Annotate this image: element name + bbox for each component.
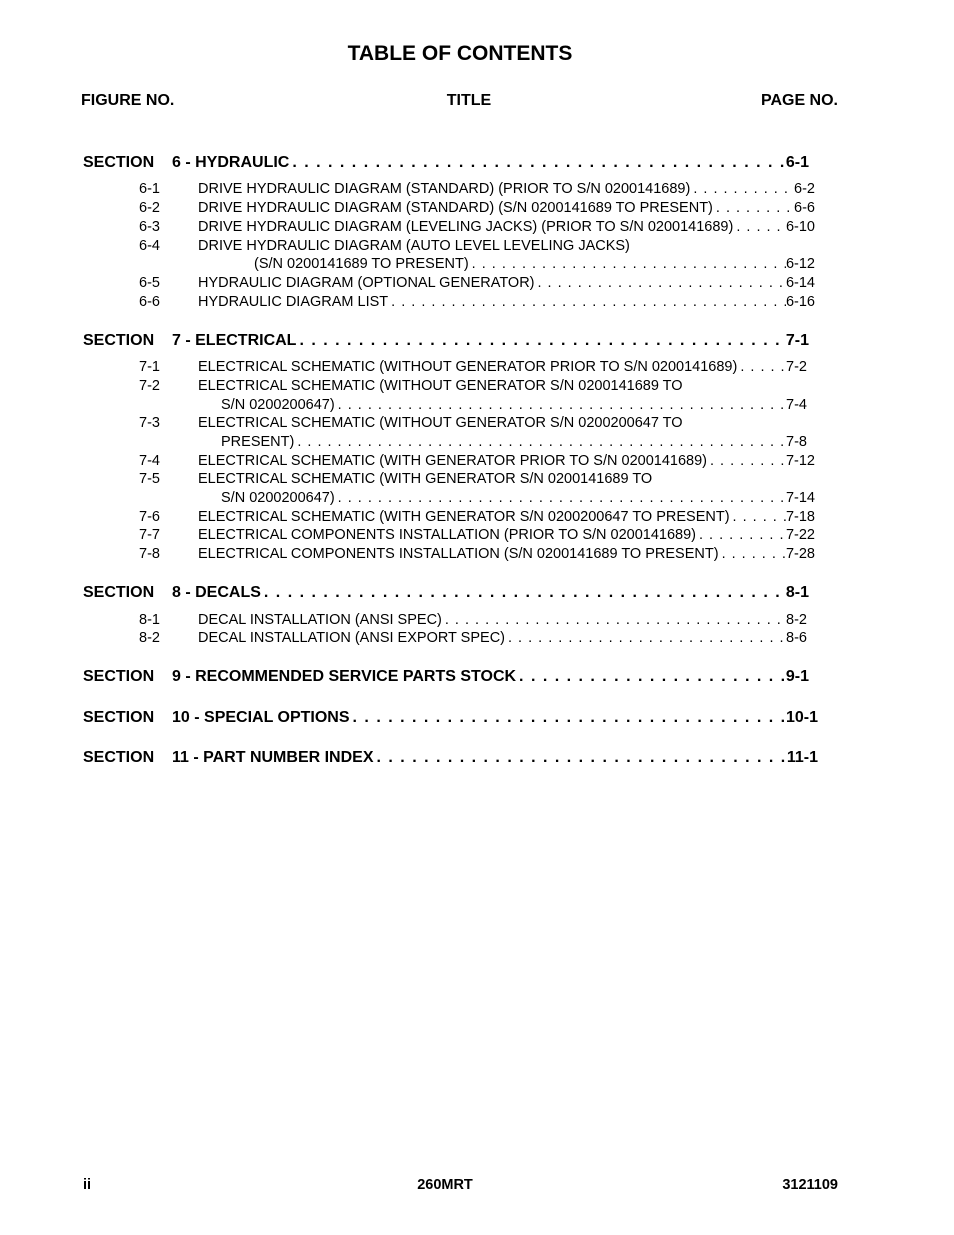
- toc-figure-7-6[interactable]: [139, 506, 815, 525]
- section-prefix: SECTION: [83, 668, 155, 685]
- dot-leader: [516, 668, 786, 686]
- dot-leader: [737, 359, 786, 375]
- figure-title-continued: S/N 0200200647): [221, 490, 335, 506]
- figure-title-continued: PRESENT): [221, 434, 295, 450]
- figure-number: 7-8: [139, 546, 160, 562]
- toc-section-7[interactable]: [83, 328, 809, 350]
- figure-number: 6-4: [139, 238, 160, 254]
- section-title: 8 - DECALS: [172, 584, 261, 601]
- figure-number: 6-3: [139, 219, 160, 235]
- section-title: 11 - PART NUMBER INDEX: [172, 749, 374, 766]
- toc-section-11[interactable]: [83, 745, 818, 767]
- dot-leader: [505, 630, 786, 646]
- toc-figure-7-2[interactable]: [139, 375, 815, 394]
- figure-title: HYDRAULIC DIAGRAM (OPTIONAL GENERATOR): [198, 275, 535, 291]
- figure-title-continued: (S/N 0200141689 TO PRESENT): [254, 256, 469, 272]
- section-page: 7-1: [785, 332, 809, 349]
- figure-page: 6-6: [794, 200, 815, 216]
- figure-number: 7-7: [139, 527, 160, 543]
- toc-figure-7-8[interactable]: [139, 543, 815, 562]
- toc-figure-6-1[interactable]: [139, 178, 815, 197]
- figure-number: 7-4: [139, 453, 160, 469]
- dot-leader: [713, 200, 794, 216]
- toc-figure-7-5[interactable]: [139, 468, 815, 487]
- figure-title: ELECTRICAL SCHEMATIC (WITH GENERATOR S/N 0200200647 TO PRESENT): [198, 509, 730, 525]
- footer-model: 260MRT: [417, 1177, 473, 1193]
- dot-leader: [733, 219, 786, 235]
- dot-leader: [335, 490, 786, 506]
- figure-page: 7-8: [786, 434, 807, 450]
- dot-leader: [294, 434, 786, 450]
- figure-title: DRIVE HYDRAULIC DIAGRAM (STANDARD) (PRIOR TO S/N 0200141689): [198, 181, 691, 197]
- figure-number: 8-2: [139, 630, 160, 646]
- figure-title: DECAL INSTALLATION (ANSI EXPORT SPEC): [198, 630, 505, 646]
- dot-leader: [535, 275, 786, 291]
- section-prefix: SECTION: [83, 332, 155, 349]
- dot-leader: [335, 397, 786, 413]
- toc-figure-7-3-continued[interactable]: [221, 431, 807, 450]
- section-title: 7 - ELECTRICAL: [172, 332, 297, 349]
- figure-page: 6-10: [785, 219, 815, 235]
- figure-page: 7-28: [785, 546, 815, 562]
- section-page: 8-1: [785, 584, 809, 601]
- column-header-figure-no: FIGURE NO.: [81, 92, 175, 109]
- page-title: TABLE OF CONTENTS: [347, 42, 573, 65]
- toc-figure-6-3[interactable]: [139, 216, 815, 235]
- section-page: 11-1: [786, 749, 818, 766]
- dot-leader: [707, 453, 786, 469]
- section-title: 6 - HYDRAULIC: [172, 154, 290, 171]
- figure-page: 7-4: [786, 397, 807, 413]
- figure-number: 6-6: [139, 294, 160, 310]
- dot-leader: [374, 749, 787, 767]
- footer-page-number: ii: [83, 1177, 92, 1193]
- figure-title: DRIVE HYDRAULIC DIAGRAM (STANDARD) (S/N 0200141689 TO PRESENT): [198, 200, 713, 216]
- toc-figure-7-1[interactable]: [139, 356, 807, 375]
- dot-leader: [289, 154, 786, 172]
- toc-figure-7-5-continued[interactable]: [221, 487, 815, 506]
- toc-figure-8-1[interactable]: [139, 609, 807, 628]
- figure-title: ELECTRICAL SCHEMATIC (WITHOUT GENERATOR S/N 0200141689 TO: [198, 378, 683, 394]
- dot-leader: [696, 527, 786, 543]
- figure-number: 7-3: [139, 415, 160, 431]
- figure-number: 8-1: [139, 612, 160, 628]
- figure-number: 7-5: [139, 471, 160, 487]
- figure-page: 7-12: [785, 453, 815, 469]
- toc-figure-6-2[interactable]: [139, 197, 815, 216]
- section-prefix: SECTION: [83, 154, 155, 171]
- figure-number: 6-5: [139, 275, 160, 291]
- section-page: 10-1: [785, 709, 818, 726]
- dot-leader: [350, 709, 786, 727]
- toc-figure-7-4[interactable]: [139, 450, 815, 469]
- toc-figure-6-5[interactable]: [139, 272, 815, 291]
- toc-section-10[interactable]: [83, 705, 818, 727]
- figure-title-continued: S/N 0200200647): [221, 397, 335, 413]
- figure-page: 7-14: [785, 490, 815, 506]
- figure-page: 7-2: [786, 359, 807, 375]
- figure-page: 7-22: [785, 527, 815, 543]
- section-title: 9 - RECOMMENDED SERVICE PARTS STOCK: [172, 668, 517, 685]
- figure-number: 6-1: [139, 181, 160, 197]
- column-header-title: TITLE: [446, 92, 492, 109]
- figure-title: ELECTRICAL SCHEMATIC (WITH GENERATOR S/N 0200141689 TO: [198, 471, 653, 487]
- toc-figure-6-6[interactable]: [139, 291, 815, 310]
- figure-title: HYDRAULIC DIAGRAM LIST: [198, 294, 389, 310]
- figure-title: ELECTRICAL SCHEMATIC (WITH GENERATOR PRIOR TO S/N 0200141689): [198, 453, 707, 469]
- dot-leader: [388, 294, 786, 310]
- toc-figure-8-2[interactable]: [139, 627, 807, 646]
- section-title: 10 - SPECIAL OPTIONS: [172, 709, 350, 726]
- figure-title: ELECTRICAL SCHEMATIC (WITHOUT GENERATOR PRIOR TO S/N 0200141689): [198, 359, 738, 375]
- figure-title: DECAL INSTALLATION (ANSI SPEC): [198, 612, 442, 628]
- toc-figure-7-2-continued[interactable]: [221, 394, 807, 413]
- dot-leader: [719, 546, 786, 562]
- figure-number: 7-6: [139, 509, 160, 525]
- toc-section-6[interactable]: [83, 150, 809, 172]
- figure-number: 6-2: [139, 200, 160, 216]
- dot-leader: [261, 584, 786, 602]
- figure-page: 6-12: [785, 256, 815, 272]
- section-prefix: SECTION: [83, 749, 155, 766]
- figure-title: ELECTRICAL COMPONENTS INSTALLATION (S/N 0200141689 TO PRESENT): [198, 546, 719, 562]
- figure-title: ELECTRICAL COMPONENTS INSTALLATION (PRIOR TO S/N 0200141689): [198, 527, 696, 543]
- dot-leader: [296, 332, 785, 350]
- figure-number: 7-1: [139, 359, 160, 375]
- figure-number: 7-2: [139, 378, 160, 394]
- section-page: 9-1: [785, 668, 809, 685]
- toc-figure-6-4-continued[interactable]: [254, 253, 815, 272]
- column-header-page-no: PAGE NO.: [760, 92, 838, 109]
- toc-figure-6-4[interactable]: [139, 235, 815, 254]
- toc-figure-7-3[interactable]: [139, 412, 815, 431]
- dot-leader: [690, 181, 794, 197]
- toc-figure-7-7[interactable]: [139, 524, 815, 543]
- dot-leader: [469, 256, 786, 272]
- figure-page: 7-18: [785, 509, 815, 525]
- figure-title: DRIVE HYDRAULIC DIAGRAM (LEVELING JACKS) (PRIOR TO S/N 0200141689): [198, 219, 734, 235]
- figure-title: DRIVE HYDRAULIC DIAGRAM (AUTO LEVEL LEVELING JACKS): [198, 238, 630, 254]
- figure-page: 6-16: [785, 294, 815, 310]
- figure-title: ELECTRICAL SCHEMATIC (WITHOUT GENERATOR S/N 0200200647 TO: [198, 415, 683, 431]
- toc-section-9[interactable]: [83, 664, 809, 686]
- figure-page: 8-6: [786, 630, 807, 646]
- section-prefix: SECTION: [83, 709, 155, 726]
- figure-page: 6-14: [785, 275, 815, 291]
- dot-leader: [730, 509, 786, 525]
- figure-page: 6-2: [794, 181, 815, 197]
- toc-section-8[interactable]: [83, 580, 809, 602]
- section-prefix: SECTION: [83, 584, 155, 601]
- section-page: 6-1: [785, 154, 809, 171]
- dot-leader: [442, 612, 786, 628]
- figure-page: 8-2: [786, 612, 807, 628]
- footer-manual-number: 3121109: [782, 1177, 838, 1193]
